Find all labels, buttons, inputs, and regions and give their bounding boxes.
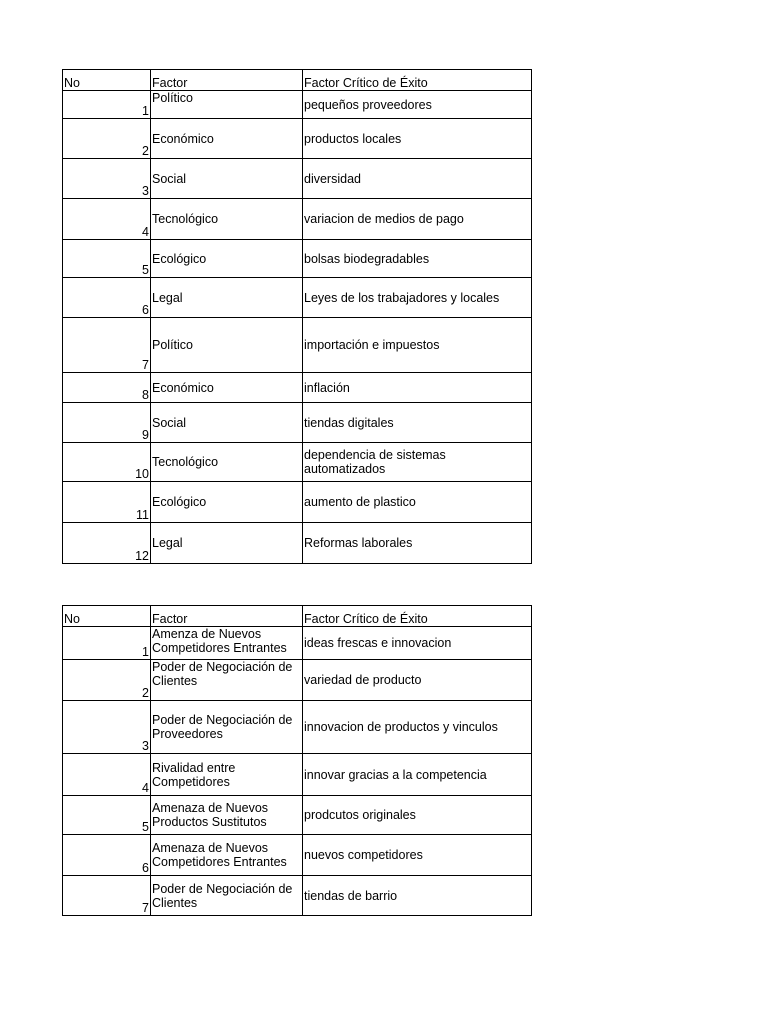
row-critical-factor: variedad de producto [303,660,532,701]
row-critical-factor: Leyes de los trabajadores y locales [303,278,532,318]
table-row [63,240,532,278]
row-number: 11 [63,482,151,523]
row-critical-factor: pequeños proveedores [303,91,532,119]
table-row [63,443,532,482]
table-row [63,278,532,318]
row-critical-factor: innovar gracias a la competencia [303,754,532,796]
row-factor: Poder de Negociación de Proveedores [151,701,303,754]
row-factor: Legal [151,523,303,564]
row-number: 5 [63,796,151,835]
row-factor: Legal [151,278,303,318]
table-row [63,373,532,403]
row-number: 12 [63,523,151,564]
row-number: 7 [63,876,151,916]
table-row [63,523,532,564]
table-row [63,199,532,240]
table-row [63,701,532,754]
table-header-row [63,70,532,91]
pest-factors-table [62,69,532,564]
table-row [63,482,532,523]
row-critical-factor: Reformas laborales [303,523,532,564]
table-row [63,159,532,199]
row-critical-factor: tiendas de barrio [303,876,532,916]
table-header-row [63,606,532,627]
header-critical-factor: Factor Crítico de Éxito [303,70,532,91]
row-number: 1 [63,627,151,660]
row-critical-factor: inflación [303,373,532,403]
porter-forces-table [62,605,532,916]
row-number: 6 [63,278,151,318]
header-no: No [63,70,151,91]
row-factor: Tecnológico [151,199,303,240]
header-critical-factor: Factor Crítico de Éxito [303,606,532,627]
row-critical-factor: ideas frescas e innovacion [303,627,532,660]
row-factor: Amenza de Nuevos Competidores Entrantes [151,627,303,660]
row-critical-factor: dependencia de sistemas automatizados [303,443,532,482]
header-factor: Factor [151,70,303,91]
row-critical-factor: innovacion de productos y vinculos [303,701,532,754]
row-critical-factor: productos locales [303,119,532,159]
row-number: 3 [63,701,151,754]
row-factor: Social [151,159,303,199]
table-row [63,796,532,835]
header-no: No [63,606,151,627]
row-factor: Amenaza de Nuevos Productos Sustitutos [151,796,303,835]
row-critical-factor: variacion de medios de pago [303,199,532,240]
table-row [63,91,532,119]
row-critical-factor: bolsas biodegradables [303,240,532,278]
row-number: 9 [63,403,151,443]
row-factor: Ecológico [151,240,303,278]
row-number: 8 [63,373,151,403]
row-factor: Ecológico [151,482,303,523]
table-row [63,318,532,373]
row-factor: Rivalidad entre Competidores [151,754,303,796]
row-critical-factor: importación e impuestos [303,318,532,373]
table-row [63,627,532,660]
row-number: 4 [63,754,151,796]
row-number: 4 [63,199,151,240]
row-critical-factor: nuevos competidores [303,835,532,876]
row-factor: Político [151,91,303,119]
row-number: 6 [63,835,151,876]
row-factor: Tecnológico [151,443,303,482]
row-critical-factor: tiendas digitales [303,403,532,443]
row-number: 7 [63,318,151,373]
row-number: 1 [63,91,151,119]
table-row [63,876,532,916]
table-row [63,660,532,701]
table-row [63,403,532,443]
row-critical-factor: prodcutos originales [303,796,532,835]
table-row [63,835,532,876]
row-factor: Económico [151,119,303,159]
row-factor: Amenaza de Nuevos Competidores Entrantes [151,835,303,876]
row-critical-factor: diversidad [303,159,532,199]
header-factor: Factor [151,606,303,627]
row-number: 2 [63,660,151,701]
table-row [63,754,532,796]
row-number: 3 [63,159,151,199]
row-number: 2 [63,119,151,159]
row-factor: Social [151,403,303,443]
row-factor: Económico [151,373,303,403]
row-factor: Político [151,318,303,373]
row-number: 10 [63,443,151,482]
row-number: 5 [63,240,151,278]
row-critical-factor: aumento de plastico [303,482,532,523]
row-factor: Poder de Negociación de Clientes [151,660,303,701]
table-row [63,119,532,159]
row-factor: Poder de Negociación de Clientes [151,876,303,916]
